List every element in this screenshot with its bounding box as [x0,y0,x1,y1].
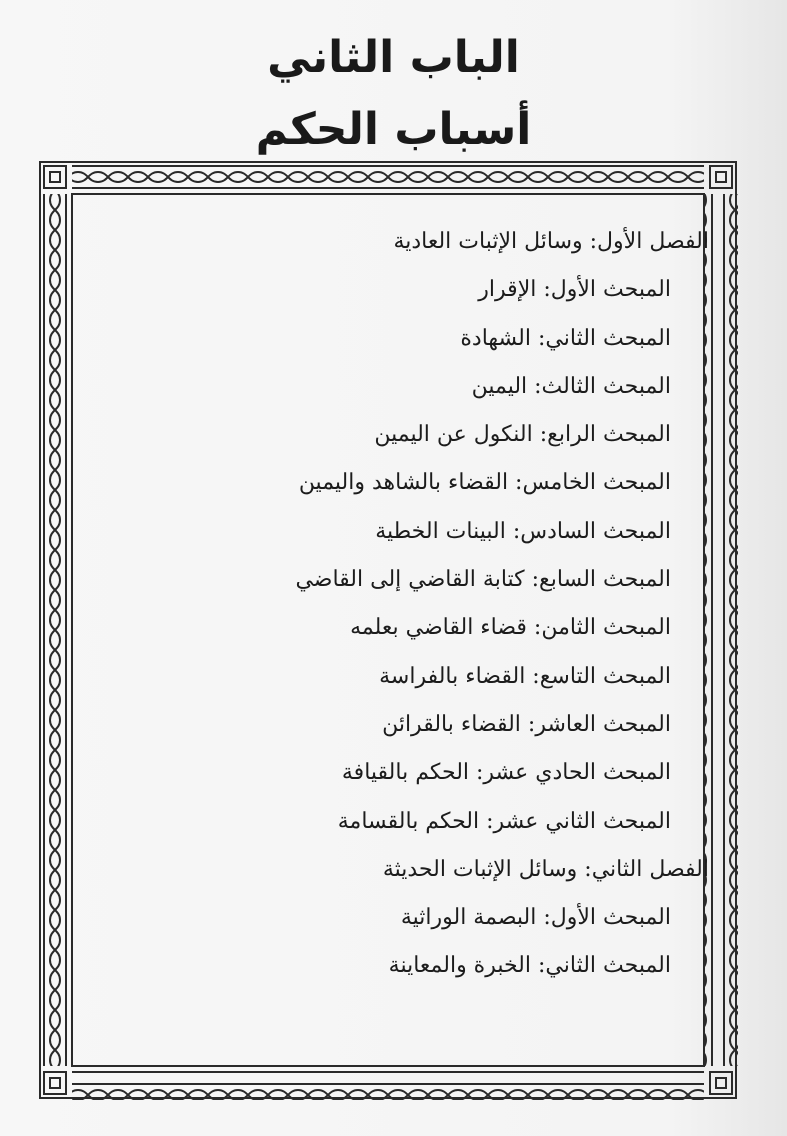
toc-chapter: الفصل الأول: وسائل الإثبات العادية [393,229,709,254]
toc-section: المبحث الثامن: قضاء القاضي بعلمه [350,615,671,641]
toc-section: المبحث السابع: كتابة القاضي إلى القاضي [295,567,671,593]
table-of-contents [89,222,709,995]
toc-section: المبحث الرابع: النكول عن اليمين [374,422,671,448]
toc-section: المبحث الحادي عشر: الحكم بالقيافة [341,760,671,786]
part-title: الباب الثاني [267,32,520,83]
toc-section: المبحث الثاني عشر: الحكم بالقسامة [337,808,671,834]
toc-section: المبحث الأول: البصمة الوراثية [400,905,671,931]
toc-section: المبحث التاسع: القضاء بالفراسة [379,663,671,689]
part-subtitle: أسباب الحكم [255,104,532,155]
toc-section: المبحث الثاني: الخبرة والمعاينة [388,953,671,979]
toc-chapter: الفصل الثاني: وسائل الإثبات الحديثة [382,856,709,882]
toc-section: المبحث الأول: الإقرار [478,277,671,303]
toc-section: المبحث الثالث: اليمين [471,373,671,399]
toc-section: المبحث الثاني: الشهادة [460,325,671,351]
toc-section: المبحث السادس: البينات الخطية [375,518,671,544]
toc-section: المبحث العاشر: القضاء بالقرائن [382,711,671,737]
toc-section: المبحث الخامس: القضاء بالشاهد واليمين [298,470,671,496]
